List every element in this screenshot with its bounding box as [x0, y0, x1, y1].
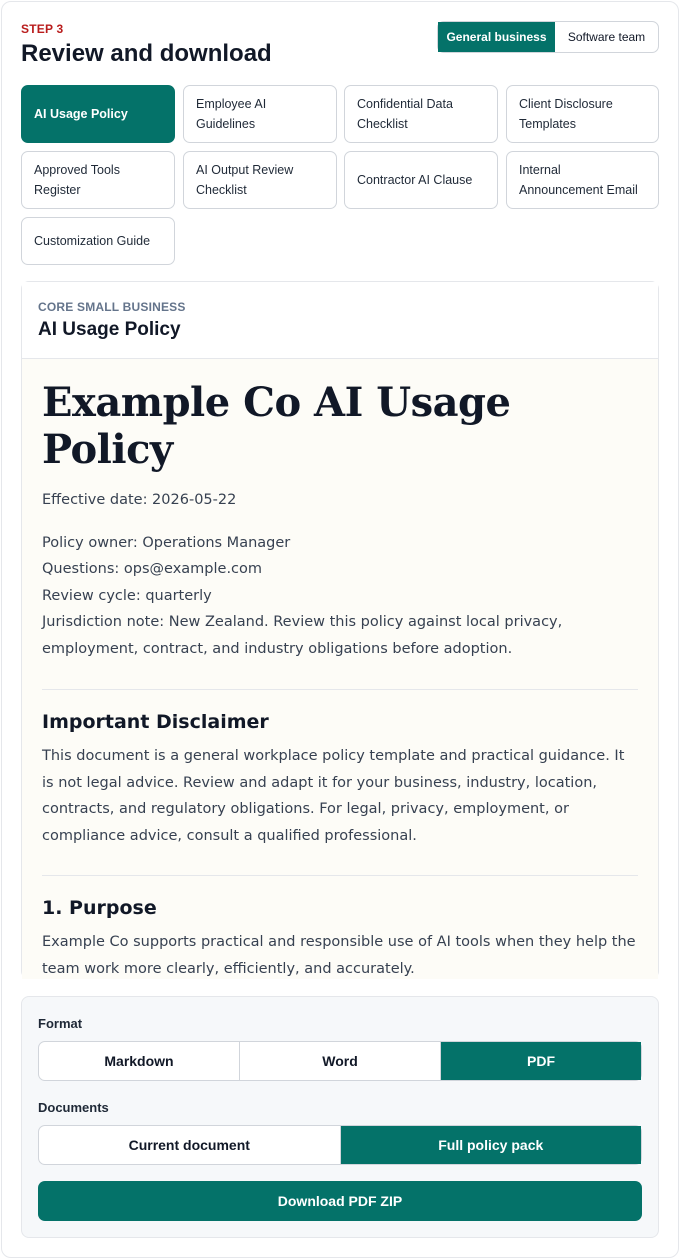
doc-disclaimer-text: This document is a general workplace policy template and practical guidance. It is not legal advice. Review and adapt it for your business, industry, location, contracts, and regulatory obligations. For legal, privacy, employment, or compliance advice, consult a qualified professional.: [42, 748, 625, 844]
divider: [42, 875, 638, 876]
scope-full-policy-pack[interactable]: Full policy pack: [341, 1126, 642, 1164]
doc-label: Approved Tools Register: [34, 163, 120, 197]
format-word[interactable]: Word: [240, 1042, 441, 1080]
audience-general-business[interactable]: General business: [438, 22, 555, 52]
doc-contractor-ai-clause[interactable]: [344, 151, 498, 209]
audience-software-team[interactable]: Software team: [567, 30, 646, 44]
document-preview: [21, 281, 659, 979]
doc-approved-tools-register[interactable]: [21, 151, 175, 209]
doc-label: Client Disclosure Templates: [519, 97, 613, 131]
format-selector: [38, 1041, 642, 1081]
audience-toggle: [437, 21, 659, 53]
scope-current-document[interactable]: Current document: [39, 1126, 341, 1164]
doc-label: Internal Announcement Email: [519, 163, 638, 197]
doc-ai-usage-policy[interactable]: [21, 85, 175, 143]
preview-header: [22, 282, 658, 359]
download-button[interactable]: Download PDF ZIP: [38, 1181, 642, 1221]
doc-label: AI Output Review Checklist: [196, 163, 294, 197]
doc-purpose-text: Example Co supports practical and responsible use of AI tools when they help the team work more clearly, efficiently, and accurately.: [42, 934, 636, 977]
format-markdown[interactable]: Markdown: [39, 1042, 240, 1080]
doc-purpose-heading: 1. Purpose: [42, 897, 157, 919]
doc-jurisdiction: Jurisdiction note: New Zealand. Review this policy against local privacy, employment, contract, and industry obligations before adoption.: [42, 614, 563, 657]
step-indicator: STEP 3: [21, 22, 64, 36]
doc-client-disclosure-templates[interactable]: [506, 85, 659, 143]
doc-heading: Example Co AI Usage Policy: [42, 379, 511, 473]
doc-label: Contractor AI Clause: [357, 173, 473, 187]
doc-label: Employee AI Guidelines: [196, 97, 267, 131]
scope-selector: [38, 1125, 642, 1165]
doc-disclaimer-heading: Important Disclaimer: [42, 711, 269, 733]
doc-effective-date: Effective date: 2026-05-22: [42, 492, 237, 508]
format-pdf[interactable]: PDF: [441, 1042, 641, 1080]
doc-label: Customization Guide: [34, 234, 151, 248]
doc-label: Confidential Data Checklist: [357, 97, 453, 131]
export-panel: [21, 996, 659, 1238]
doc-internal-announcement-email[interactable]: [506, 151, 659, 209]
doc-review-cycle: Review cycle: quarterly: [42, 587, 212, 604]
page-title: Review and download: [21, 40, 272, 67]
doc-questions: Questions: ops@example.com: [42, 561, 263, 577]
preview-body[interactable]: [22, 359, 658, 979]
format-label: Format: [38, 1016, 83, 1031]
divider: [42, 689, 638, 690]
doc-label: AI Usage Policy: [34, 107, 128, 121]
doc-ai-output-review-checklist[interactable]: [183, 151, 337, 209]
doc-employee-ai-guidelines[interactable]: [183, 85, 337, 143]
doc-confidential-data-checklist[interactable]: [344, 85, 498, 143]
doc-customization-guide[interactable]: [21, 217, 175, 265]
preview-title: AI Usage Policy: [38, 319, 181, 340]
preview-kicker: CORE SMALL BUSINESS: [38, 300, 186, 314]
documents-label: Documents: [38, 1100, 109, 1115]
doc-policy-owner: Policy owner: Operations Manager: [42, 534, 291, 551]
